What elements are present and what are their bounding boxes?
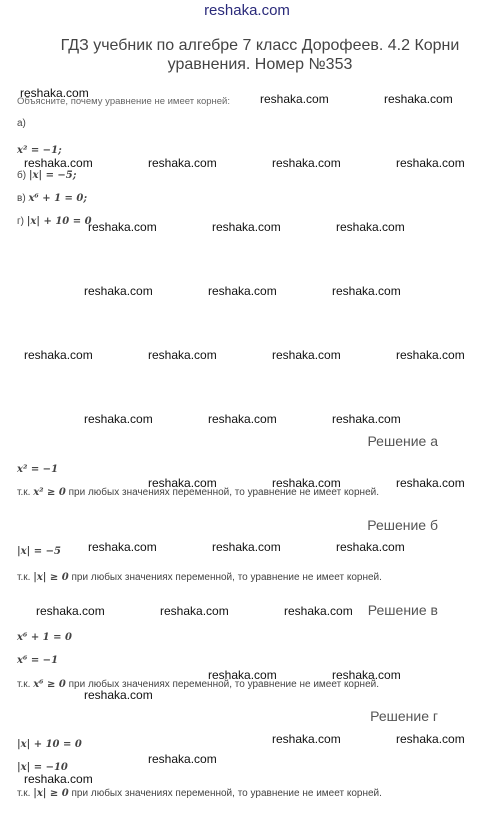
- watermark: reshaka.com: [88, 220, 157, 234]
- solution-d-equation-2: |x| = −10: [17, 762, 68, 773]
- page-title: ГДЗ учебник по алгебре 7 класс Дорофеев. 4.2 Корни уравнения. Номер №353: [60, 37, 460, 73]
- watermark: reshaka.com: [332, 412, 401, 426]
- watermark: reshaka.com: [212, 540, 281, 554]
- watermark: reshaka.com: [272, 156, 341, 170]
- solution-d-equation-1: |x| + 10 = 0: [17, 739, 82, 750]
- solution-c-note: т.к. x⁶ ≥ 0 при любых значениях переменной, то уравнение не имеет корней.: [17, 679, 379, 690]
- watermark: reshaka.com: [272, 476, 341, 490]
- watermark: reshaka.com: [148, 752, 217, 766]
- solution-d-heading: Решение г: [370, 708, 438, 724]
- task-b-equation: |x| = −5;: [28, 170, 77, 181]
- watermark: reshaka.com: [208, 412, 277, 426]
- watermark: reshaka.com: [160, 604, 229, 618]
- watermark: reshaka.com: [36, 604, 105, 618]
- solution-c-heading: Решение в: [367, 602, 438, 618]
- watermark: reshaka.com: [148, 476, 217, 490]
- task-c: [17, 193, 87, 204]
- watermark: reshaka.com: [208, 668, 277, 682]
- watermark: reshaka.com: [20, 86, 89, 100]
- solution-b-equation: |x| = −5: [17, 546, 61, 557]
- watermark: reshaka.com: [212, 220, 281, 234]
- watermark: reshaka.com: [396, 476, 465, 490]
- watermark: reshaka.com: [148, 156, 217, 170]
- task-a-label: а): [17, 118, 26, 129]
- watermark: reshaka.com: [84, 284, 153, 298]
- watermark: reshaka.com: [88, 540, 157, 554]
- site-header-link[interactable]: reshaka.com: [204, 2, 290, 19]
- solution-a-note: т.к. x² ≥ 0 при любых значениях переменной, то уравнение не имеет корней.: [17, 487, 379, 498]
- watermark: reshaka.com: [24, 772, 93, 786]
- watermark: reshaka.com: [84, 412, 153, 426]
- watermark: reshaka.com: [332, 668, 401, 682]
- watermark: reshaka.com: [332, 284, 401, 298]
- task-d-equation: |x| + 10 = 0: [26, 216, 92, 227]
- task-c-label: в): [17, 193, 26, 204]
- watermark: reshaka.com: [336, 220, 405, 234]
- solution-c-equation-1: x⁶ + 1 = 0: [17, 632, 72, 643]
- task-d: [17, 216, 92, 227]
- task-b: [17, 170, 76, 181]
- watermark: reshaka.com: [272, 348, 341, 362]
- watermark: reshaka.com: [396, 732, 465, 746]
- watermark: reshaka.com: [148, 348, 217, 362]
- watermark: reshaka.com: [24, 156, 93, 170]
- solution-b-note: т.к. |x| ≥ 0 при любых значениях переменной, то уравнение не имеет корней.: [17, 572, 382, 583]
- watermark: reshaka.com: [208, 284, 277, 298]
- task-b-label: б): [17, 170, 27, 181]
- task-intro: Объясните, почему уравнение не имеет корней:: [17, 96, 231, 107]
- watermark: reshaka.com: [396, 348, 465, 362]
- watermark: reshaka.com: [84, 688, 153, 702]
- solution-a-heading: Решение а: [367, 433, 438, 449]
- watermark: reshaka.com: [396, 156, 465, 170]
- task-a-equation: x² = −1;: [17, 145, 62, 156]
- watermark: reshaka.com: [284, 604, 353, 618]
- task-c-equation: x⁶ + 1 = 0;: [28, 193, 88, 204]
- task-d-label: г): [17, 216, 24, 227]
- solution-d-note: т.к. |x| ≥ 0 при любых значениях переменной, то уравнение не имеет корней.: [17, 788, 382, 799]
- solution-a-equation: x² = −1: [17, 464, 59, 475]
- watermark: reshaka.com: [336, 540, 405, 554]
- solution-c-equation-2: x⁶ = −1: [17, 655, 59, 666]
- solution-b-heading: Решение б: [367, 517, 438, 533]
- watermark: reshaka.com: [272, 732, 341, 746]
- watermark: reshaka.com: [24, 348, 93, 362]
- watermark: reshaka.com: [260, 92, 329, 106]
- watermark: reshaka.com: [384, 92, 453, 106]
